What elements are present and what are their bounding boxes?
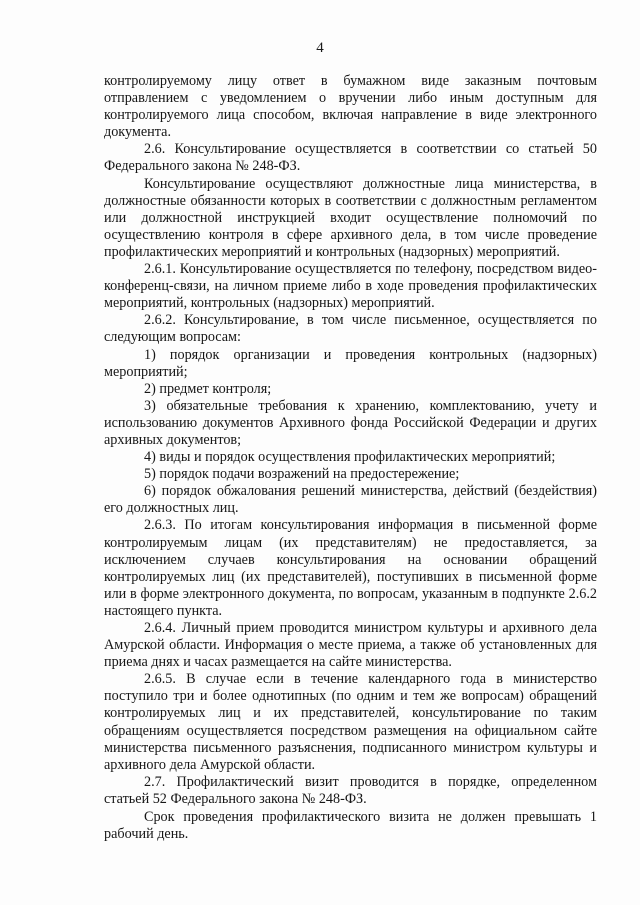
document-body xyxy=(104,73,597,843)
list-item-6: 6) порядок обжалования решений министерства, действий (бездействия) его должностных лиц. xyxy=(104,483,597,517)
paragraph-intro-continuation: контролируемому лицу ответ в бумажном виде заказным почтовым отправлением с уведомлением о вручении либо иным доступным для контролируемого лица способом, включая направление в виде электронного документа. xyxy=(104,73,597,141)
list-item-2: 2) предмет контроля; xyxy=(144,380,272,397)
paragraph-2-7: 2.7. Профилактический визит проводится в порядке, определенном статьей 52 Федерального закона № 248-ФЗ. xyxy=(104,773,597,807)
paragraph-visit-duration: Срок проведения профилактического визита не должен превышать 1 рабочий день. xyxy=(104,809,597,843)
list-item-4: 4) виды и порядок осуществления профилактических мероприятий; xyxy=(144,449,556,466)
page-number: 4 xyxy=(316,40,324,56)
paragraph-2-6: 2.6. Консультирование осуществляется в соответствии со статьей 50 Федерального закона № 248-ФЗ. xyxy=(104,141,597,175)
paragraph-consultation-officials: Консультирование осуществляют должностные лица министерства, в должностные обязанности которых в соответствии с должностным регламентом или должностной инструкцией входит осуществление полномочий по осуществлению контроля в сфере архивного дела, в том числе проведение профилактических мероприятий и контрольных (надзорных) мероприятий. xyxy=(104,175,597,260)
paragraph-2-6-5: 2.6.5. В случае если в течение календарного года в министерство поступило три и более однотипных (по одним и тем же вопросам) обращений контролируемых лиц и их представителей, консультирование по таким обращениям осуществляется посредством размещения на официальном сайте министерства письменного разъяснения, подписанного министром культуры и архивного дела Амурской области. xyxy=(104,671,597,773)
paragraph-2-6-2: 2.6.2. Консультирование, в том числе письменное, осуществляется по следующим вопросам: xyxy=(104,312,597,346)
paragraph-2-6-3: 2.6.3. По итогам консультирования информация в письменной форме контролируемым лицам (их представителям) не предоставляется, за исключением случаев консультирования на основании обращений контролируемых лиц (их представителей), поступивших в письменной форме или в форме электронного документа, по вопросам, указанным в подпункте 2.6.2 настоящего пункта. xyxy=(104,517,597,619)
paragraph-2-6-4: 2.6.4. Личный прием проводится министром культуры и архивного дела Амурской области. Информация о месте приема, а также об установленных для приема днях и часах размещается на сайте министерства. xyxy=(104,620,597,671)
list-item-3: 3) обязательные требования к хранению, комплектованию, учету и использованию документов Архивного фонда Российской Федерации и других архивных документов; xyxy=(104,397,597,448)
list-item-5: 5) порядок подачи возражений на предостережение; xyxy=(144,466,460,483)
list-item-1: 1) порядок организации и проведения контрольных (надзорных) мероприятий; xyxy=(104,346,597,380)
paragraph-2-6-1: 2.6.1. Консультирование осуществляется по телефону, посредством видео-конференц-связи, на личном приеме либо в ходе проведения профилактических мероприятий, контрольных (надзорных) мероприятий. xyxy=(104,261,597,312)
